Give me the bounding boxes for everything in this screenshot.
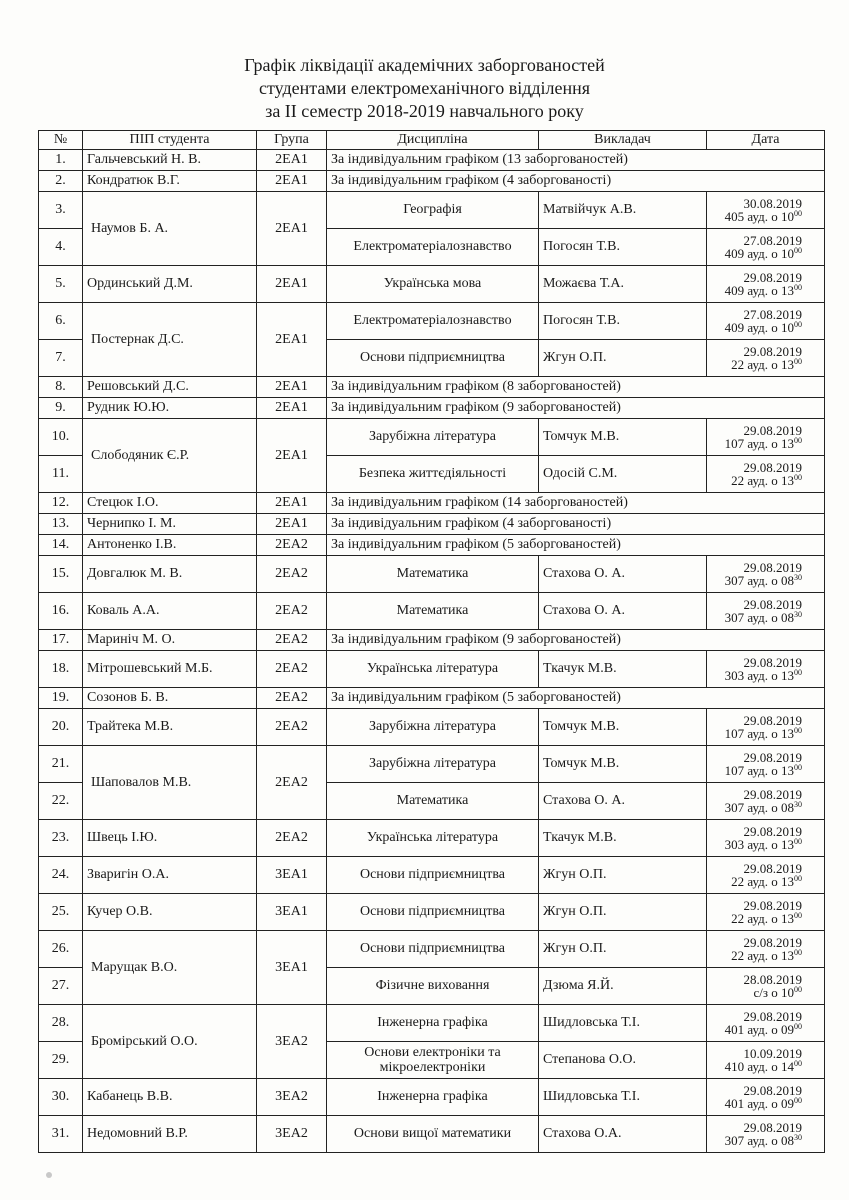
table-row (39, 1116, 825, 1153)
table-row (39, 746, 825, 783)
student-name: Наумов Б. А. (83, 192, 257, 266)
discipline: Електроматеріалознавство (327, 303, 539, 340)
individual-schedule-note: За індивідуальним графіком (8 заборгованостей) (327, 377, 825, 398)
date-value: 27.08.2019 (743, 233, 802, 248)
discipline: Математика (327, 556, 539, 593)
table-row (39, 688, 825, 709)
time-minutes: 00 (794, 209, 802, 218)
date-value: 29.08.2019 (743, 1120, 802, 1135)
student-name: Довгалюк М. В. (83, 556, 257, 593)
room-time: 22 ауд. о 13 (731, 948, 794, 963)
discipline: Інженерна графіка (327, 1079, 539, 1116)
individual-schedule-note: За індивідуальним графіком (5 заборгованостей) (327, 688, 825, 709)
group: 2ЕА1 (257, 377, 327, 398)
time-minutes: 00 (794, 1059, 802, 1068)
student-name: Марущак В.О. (83, 931, 257, 1005)
discipline: Інженерна графіка (327, 1005, 539, 1042)
date-value: 30.08.2019 (743, 196, 802, 211)
date-value: 29.08.2019 (743, 861, 802, 876)
row-num: 8. (39, 377, 83, 398)
room-time: 22 ауд. о 13 (731, 874, 794, 889)
exam-date (707, 192, 825, 229)
teacher: Томчук М.В. (539, 709, 707, 746)
group: 3ЕА2 (257, 1079, 327, 1116)
student-name: Антоненко І.В. (83, 535, 257, 556)
teacher: Стахова О.А. (539, 1116, 707, 1153)
teacher: Погосян Т.В. (539, 229, 707, 266)
exam-date (707, 931, 825, 968)
time-minutes: 00 (794, 1096, 802, 1105)
header-discipline: Дисципліна (327, 131, 539, 150)
student-name: Швець І.Ю. (83, 820, 257, 857)
group: 2ЕА2 (257, 651, 327, 688)
row-num: 14. (39, 535, 83, 556)
row-num: 15. (39, 556, 83, 593)
discipline: Українська мова (327, 266, 539, 303)
exam-date (707, 968, 825, 1005)
room-time: 22 ауд. о 13 (731, 357, 794, 372)
header-teacher: Викладач (539, 131, 707, 150)
table-row (39, 192, 825, 229)
exam-date (707, 340, 825, 377)
time-minutes: 00 (794, 320, 802, 329)
header-name: ПІП студента (83, 131, 257, 150)
student-name: Решовський Д.С. (83, 377, 257, 398)
teacher: Томчук М.В. (539, 419, 707, 456)
room-time: 410 ауд. о 14 (724, 1059, 794, 1074)
individual-schedule-note: За індивідуальним графіком (9 заборгованостей) (327, 630, 825, 651)
teacher: Жгун О.П. (539, 894, 707, 931)
date-value: 29.08.2019 (743, 935, 802, 950)
table-row (39, 931, 825, 968)
exam-date (707, 857, 825, 894)
student-name: Бромірський О.О. (83, 1005, 257, 1079)
group: 2ЕА1 (257, 514, 327, 535)
room-time: 22 ауд. о 13 (731, 473, 794, 488)
group: 2ЕА2 (257, 535, 327, 556)
exam-date (707, 556, 825, 593)
row-num: 27. (39, 968, 83, 1005)
title-line-2: студентами електромеханічного відділення (258, 78, 591, 98)
room-time: 409 ауд. о 10 (724, 320, 794, 335)
table-row (39, 377, 825, 398)
exam-date (707, 709, 825, 746)
exam-date (707, 651, 825, 688)
table-row (39, 593, 825, 630)
exam-date (707, 1116, 825, 1153)
time-minutes: 00 (794, 436, 802, 445)
group: 2ЕА1 (257, 150, 327, 171)
discipline: Математика (327, 783, 539, 820)
row-num: 29. (39, 1042, 83, 1079)
group: 2ЕА1 (257, 192, 327, 266)
discipline: Основи підприємництва (327, 894, 539, 931)
group: 3ЕА1 (257, 931, 327, 1005)
table-row (39, 820, 825, 857)
discipline: Зарубіжна література (327, 746, 539, 783)
row-num: 9. (39, 398, 83, 419)
table-row (39, 1005, 825, 1042)
individual-schedule-note: За індивідуальним графіком (14 заборгованостей) (327, 493, 825, 514)
discipline: Безпека життєдіяльності (327, 456, 539, 493)
discipline: Зарубіжна література (327, 419, 539, 456)
teacher: Степанова О.О. (539, 1042, 707, 1079)
room-time: 22 ауд. о 13 (731, 911, 794, 926)
row-num: 13. (39, 514, 83, 535)
time-minutes: 00 (794, 763, 802, 772)
title-line-3: за II семестр 2018-2019 навчального року (265, 101, 584, 121)
teacher: Матвійчук А.В. (539, 192, 707, 229)
document-title (0, 54, 849, 123)
table-row (39, 857, 825, 894)
student-name: Мариніч М. О. (83, 630, 257, 651)
room-time: 409 ауд. о 10 (724, 246, 794, 261)
exam-date (707, 229, 825, 266)
student-name: Постернак Д.С. (83, 303, 257, 377)
row-num: 30. (39, 1079, 83, 1116)
room-time: 107 ауд. о 13 (724, 763, 794, 778)
scan-speck (46, 1172, 52, 1178)
discipline: Географія (327, 192, 539, 229)
row-num: 20. (39, 709, 83, 746)
time-minutes: 00 (794, 837, 802, 846)
table-row (39, 398, 825, 419)
room-time: 307 ауд. о 08 (724, 610, 794, 625)
time-minutes: 00 (794, 283, 802, 292)
row-num: 22. (39, 783, 83, 820)
row-num: 3. (39, 192, 83, 229)
teacher: Можаєва Т.А. (539, 266, 707, 303)
teacher: Жгун О.П. (539, 931, 707, 968)
date-value: 29.08.2019 (743, 824, 802, 839)
exam-date (707, 894, 825, 931)
row-num: 17. (39, 630, 83, 651)
table-row (39, 894, 825, 931)
group: 2ЕА2 (257, 630, 327, 651)
exam-date (707, 593, 825, 630)
table-row (39, 709, 825, 746)
group: 3ЕА2 (257, 1116, 327, 1153)
date-value: 29.08.2019 (743, 344, 802, 359)
row-num: 18. (39, 651, 83, 688)
discipline: Основи вищої математики (327, 1116, 539, 1153)
student-name: Гальчевський Н. В. (83, 150, 257, 171)
header-group: Група (257, 131, 327, 150)
row-num: 28. (39, 1005, 83, 1042)
individual-schedule-note: За індивідуальним графіком (5 заборгованостей) (327, 535, 825, 556)
exam-date (707, 1042, 825, 1079)
row-num: 24. (39, 857, 83, 894)
row-num: 7. (39, 340, 83, 377)
teacher: Томчук М.В. (539, 746, 707, 783)
date-value: 29.08.2019 (743, 713, 802, 728)
time-minutes: 00 (794, 985, 802, 994)
student-name: Слободяник Є.Р. (83, 419, 257, 493)
table-row (39, 171, 825, 192)
exam-date (707, 266, 825, 303)
teacher: Дзюма Я.Й. (539, 968, 707, 1005)
individual-schedule-note: За індивідуальним графіком (4 заборгованості) (327, 514, 825, 535)
student-name: Кабанець В.В. (83, 1079, 257, 1116)
row-num: 23. (39, 820, 83, 857)
table-row (39, 1079, 825, 1116)
room-time: с/з о 10 (753, 985, 794, 1000)
room-time: 401 ауд. о 09 (724, 1022, 794, 1037)
discipline: Фізичне виховання (327, 968, 539, 1005)
table-row (39, 514, 825, 535)
date-value: 29.08.2019 (743, 898, 802, 913)
teacher: Жгун О.П. (539, 340, 707, 377)
student-name: Мітрошевський М.Б. (83, 651, 257, 688)
discipline: Українська література (327, 651, 539, 688)
exam-date (707, 820, 825, 857)
student-name: Созонов Б. В. (83, 688, 257, 709)
discipline: Математика (327, 593, 539, 630)
row-num: 2. (39, 171, 83, 192)
discipline-line-2: мікроелектроніки (379, 1060, 486, 1075)
group: 2ЕА2 (257, 746, 327, 820)
date-value: 29.08.2019 (743, 787, 802, 802)
time-minutes: 00 (794, 726, 802, 735)
time-minutes: 00 (794, 246, 802, 255)
room-time: 307 ауд. о 08 (724, 1133, 794, 1148)
date-value: 29.08.2019 (743, 270, 802, 285)
student-name: Коваль А.А. (83, 593, 257, 630)
table-row (39, 150, 825, 171)
teacher: Жгун О.П. (539, 857, 707, 894)
room-time: 107 ауд. о 13 (724, 726, 794, 741)
date-value: 29.08.2019 (743, 597, 802, 612)
row-num: 31. (39, 1116, 83, 1153)
discipline: Електроматеріалознавство (327, 229, 539, 266)
time-minutes: 00 (794, 911, 802, 920)
table-row (39, 630, 825, 651)
group: 2ЕА2 (257, 709, 327, 746)
teacher: Шидловська Т.І. (539, 1079, 707, 1116)
date-value: 28.08.2019 (743, 972, 802, 987)
header-date: Дата (707, 131, 825, 150)
title-line-1: Графік ліквідації академічних заборгованостей (244, 55, 605, 75)
discipline (327, 1042, 539, 1079)
room-time: 107 ауд. о 13 (724, 436, 794, 451)
row-num: 19. (39, 688, 83, 709)
table-row (39, 556, 825, 593)
table-header-row (39, 131, 825, 150)
teacher: Погосян Т.В. (539, 303, 707, 340)
time-minutes: 00 (794, 357, 802, 366)
row-num: 1. (39, 150, 83, 171)
student-name: Ординський Д.М. (83, 266, 257, 303)
exam-date (707, 1079, 825, 1116)
teacher: Ткачук М.В. (539, 820, 707, 857)
table-row (39, 535, 825, 556)
room-time: 303 ауд. о 13 (724, 668, 794, 683)
date-value: 10.09.2019 (743, 1046, 802, 1061)
exam-date (707, 419, 825, 456)
row-num: 26. (39, 931, 83, 968)
row-num: 12. (39, 493, 83, 514)
group: 3ЕА1 (257, 857, 327, 894)
group: 2ЕА2 (257, 688, 327, 709)
exam-date (707, 303, 825, 340)
table-row (39, 303, 825, 340)
student-name: Трайтека М.В. (83, 709, 257, 746)
student-name: Чернипко І. М. (83, 514, 257, 535)
student-name: Шаповалов М.В. (83, 746, 257, 820)
group: 2ЕА1 (257, 493, 327, 514)
student-name: Кучер О.В. (83, 894, 257, 931)
exam-date (707, 746, 825, 783)
row-num: 21. (39, 746, 83, 783)
room-time: 307 ауд. о 08 (724, 800, 794, 815)
row-num: 25. (39, 894, 83, 931)
row-num: 5. (39, 266, 83, 303)
room-time: 409 ауд. о 13 (724, 283, 794, 298)
teacher: Одосій С.М. (539, 456, 707, 493)
teacher: Стахова О. А. (539, 783, 707, 820)
group: 3ЕА1 (257, 894, 327, 931)
group: 2ЕА1 (257, 419, 327, 493)
header-num: № (39, 131, 83, 150)
row-num: 6. (39, 303, 83, 340)
exam-date (707, 1005, 825, 1042)
teacher: Стахова О. А. (539, 556, 707, 593)
row-num: 10. (39, 419, 83, 456)
student-name: Недомовний В.Р. (83, 1116, 257, 1153)
debt-schedule-table (38, 130, 825, 1153)
group: 3ЕА2 (257, 1005, 327, 1079)
discipline: Основи підприємництва (327, 857, 539, 894)
date-value: 29.08.2019 (743, 560, 802, 575)
row-num: 4. (39, 229, 83, 266)
individual-schedule-note: За індивідуальним графіком (4 заборгованості) (327, 171, 825, 192)
student-name: Зваригін О.А. (83, 857, 257, 894)
group: 2ЕА2 (257, 820, 327, 857)
group: 2ЕА1 (257, 171, 327, 192)
group: 2ЕА1 (257, 398, 327, 419)
time-minutes: 00 (794, 948, 802, 957)
student-name: Стецюк І.О. (83, 493, 257, 514)
date-value: 29.08.2019 (743, 655, 802, 670)
time-minutes: 00 (794, 1022, 802, 1031)
row-num: 16. (39, 593, 83, 630)
group: 2ЕА1 (257, 266, 327, 303)
table-row (39, 493, 825, 514)
group: 2ЕА1 (257, 303, 327, 377)
room-time: 405 ауд. о 10 (724, 209, 794, 224)
teacher: Шидловська Т.І. (539, 1005, 707, 1042)
time-minutes: 00 (794, 874, 802, 883)
exam-date (707, 456, 825, 493)
teacher: Стахова О. А. (539, 593, 707, 630)
row-num: 11. (39, 456, 83, 493)
group: 2ЕА2 (257, 593, 327, 630)
table-row (39, 651, 825, 688)
discipline-line-1: Основи електроніки та (364, 1045, 501, 1060)
date-value: 29.08.2019 (743, 1083, 802, 1098)
table-row (39, 266, 825, 303)
room-time: 303 ауд. о 13 (724, 837, 794, 852)
individual-schedule-note: За індивідуальним графіком (13 заборгованостей) (327, 150, 825, 171)
date-value: 27.08.2019 (743, 307, 802, 322)
time-minutes: 30 (794, 573, 802, 582)
time-minutes: 00 (794, 668, 802, 677)
time-minutes: 30 (794, 610, 802, 619)
room-time: 307 ауд. о 08 (724, 573, 794, 588)
time-minutes: 30 (794, 1133, 802, 1142)
discipline: Зарубіжна література (327, 709, 539, 746)
student-name: Рудник Ю.Ю. (83, 398, 257, 419)
date-value: 29.08.2019 (743, 1009, 802, 1024)
group: 2ЕА2 (257, 556, 327, 593)
time-minutes: 00 (794, 473, 802, 482)
discipline: Українська література (327, 820, 539, 857)
discipline: Основи підприємництва (327, 340, 539, 377)
date-value: 29.08.2019 (743, 423, 802, 438)
individual-schedule-note: За індивідуальним графіком (9 заборгованостей) (327, 398, 825, 419)
table-row (39, 419, 825, 456)
date-value: 29.08.2019 (743, 750, 802, 765)
teacher: Ткачук М.В. (539, 651, 707, 688)
discipline: Основи підприємництва (327, 931, 539, 968)
room-time: 401 ауд. о 09 (724, 1096, 794, 1111)
time-minutes: 30 (794, 800, 802, 809)
student-name: Кондратюк В.Г. (83, 171, 257, 192)
date-value: 29.08.2019 (743, 460, 802, 475)
exam-date (707, 783, 825, 820)
